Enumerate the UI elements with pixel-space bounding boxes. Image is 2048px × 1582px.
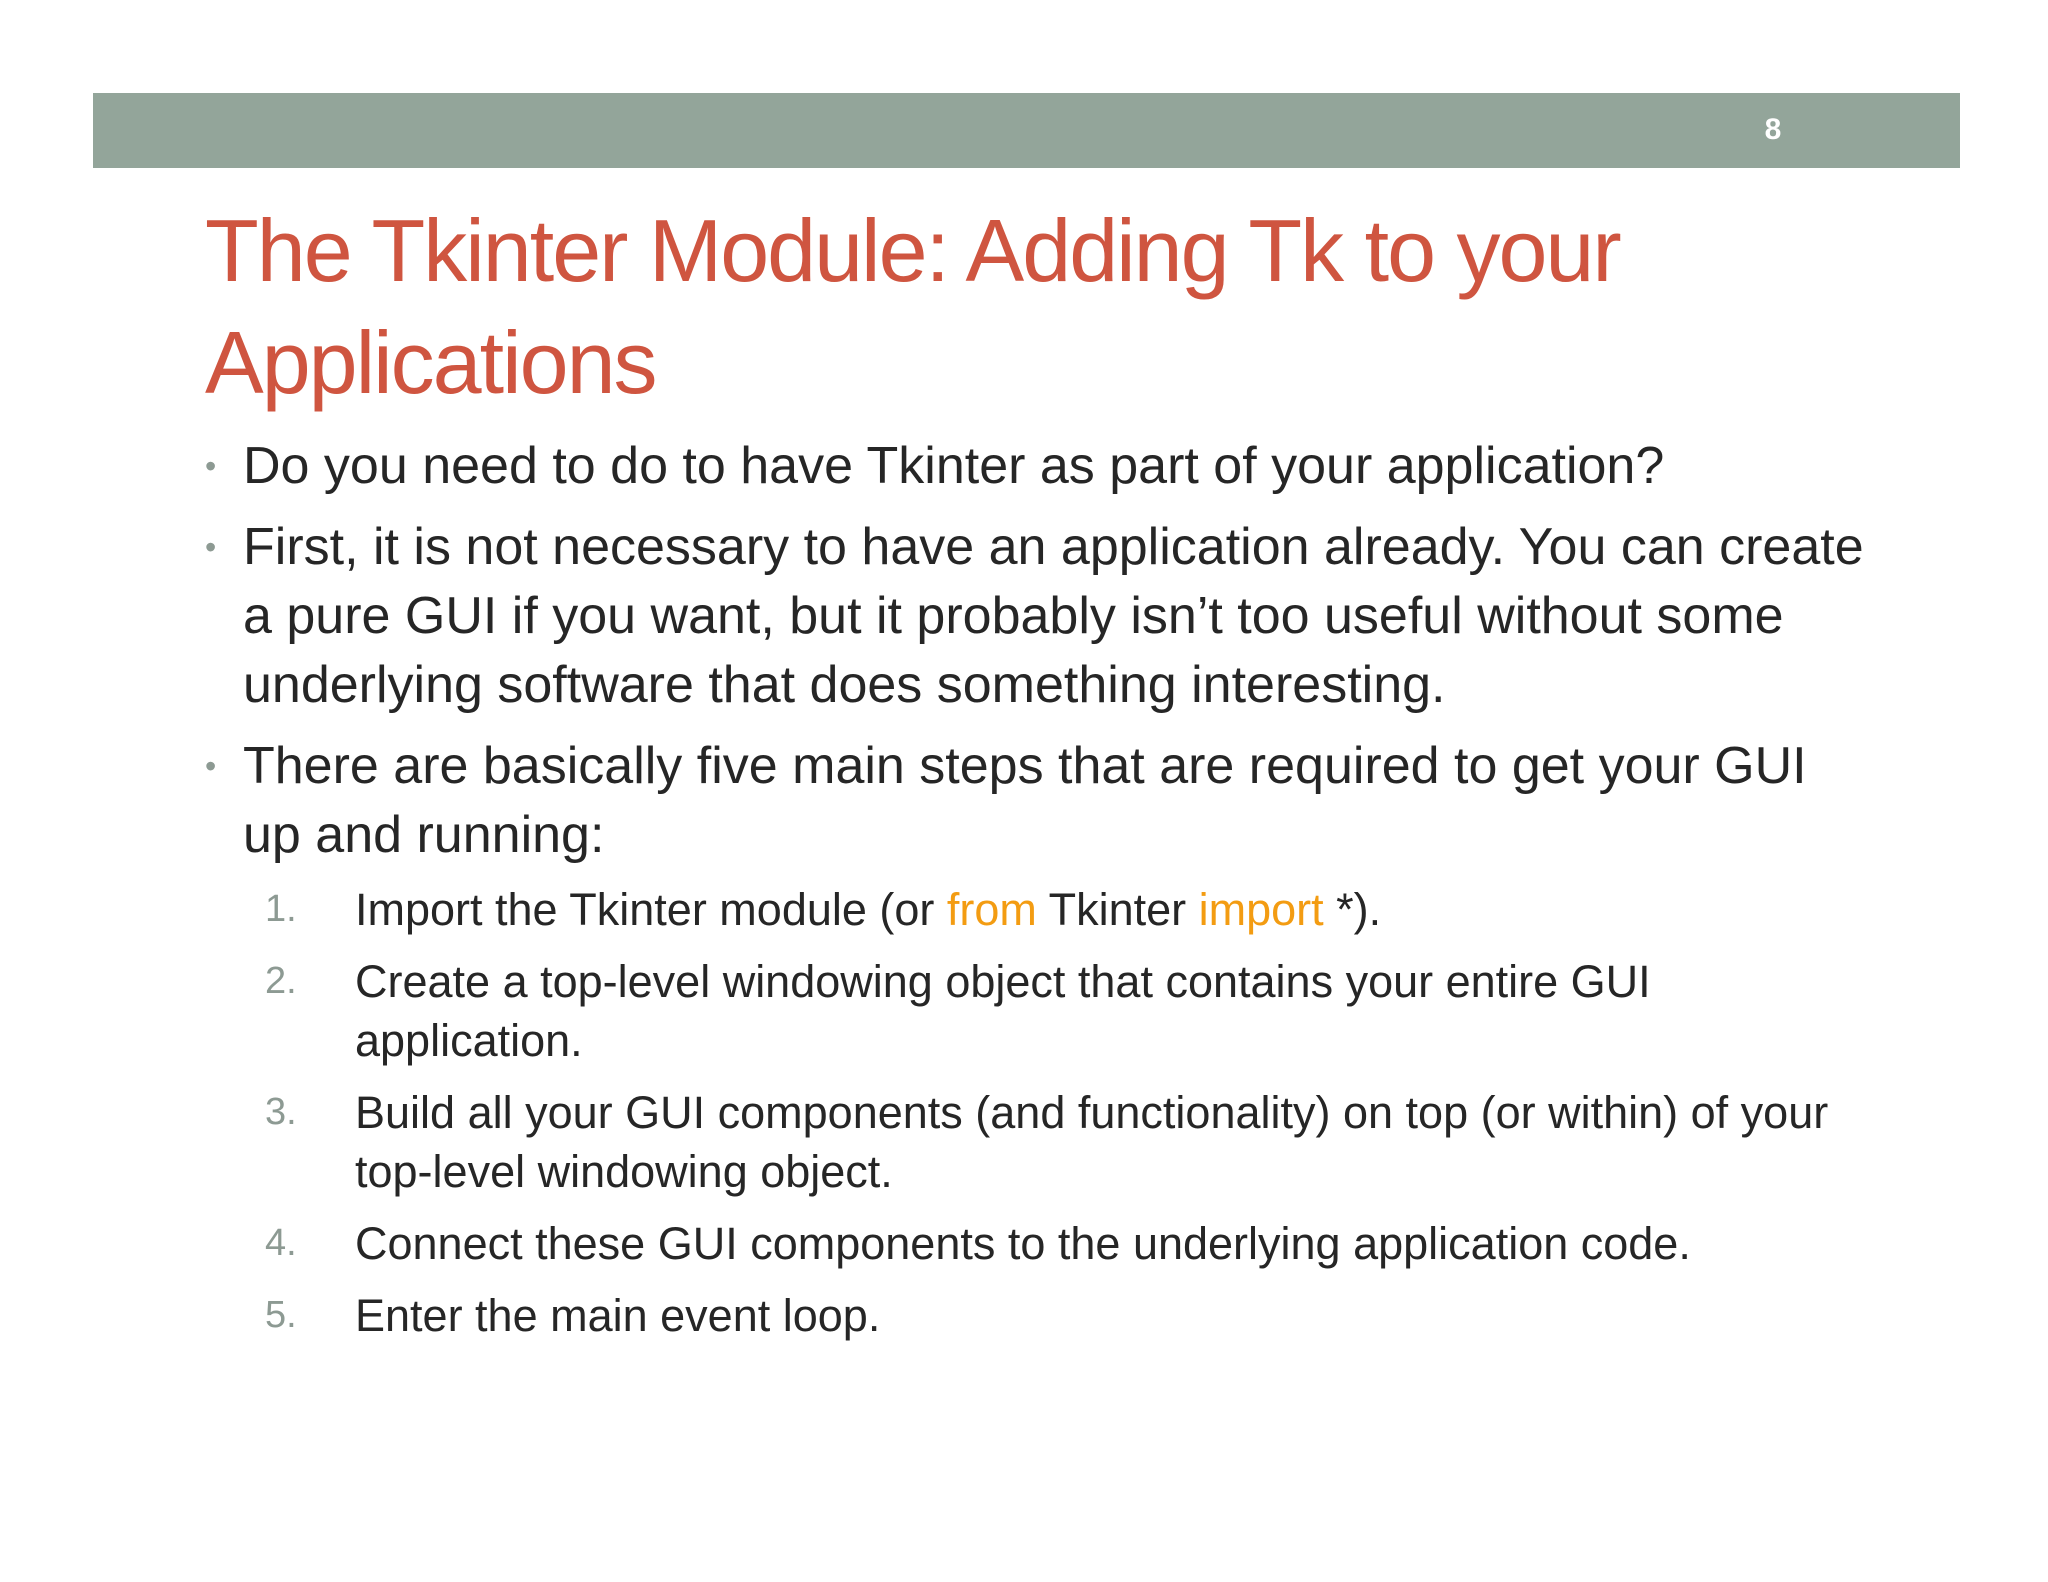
step-item: [243, 880, 1865, 939]
keyword-from: from: [946, 884, 1037, 935]
step-number: 1.: [265, 888, 297, 930]
step-item: [243, 1214, 1865, 1273]
bullet-text: First, it is not necessary to have an application already. You can create a pure GUI if you want, but it probably isn’t too useful without some underlying software that does something interesting.: [243, 518, 1864, 714]
bullet-item: [205, 513, 1865, 720]
bullet-marker-icon: •: [205, 748, 217, 784]
step-number: 2.: [265, 960, 297, 1002]
step-text-part: Tkinter: [1036, 884, 1199, 935]
bullet-text: Do you need to do to have Tkinter as part of your application?: [243, 437, 1665, 495]
step-text-part: Import the Tkinter module (or: [355, 884, 947, 935]
step-text: Enter the main event loop.: [355, 1290, 881, 1341]
step-item: [243, 952, 1865, 1070]
steps-list: [243, 880, 1865, 1345]
step-number: 3.: [265, 1091, 297, 1133]
bullet-list: [205, 432, 1865, 1358]
keyword-import: import: [1198, 884, 1324, 935]
step-text-part: *).: [1323, 884, 1382, 935]
step-item: [243, 1083, 1865, 1201]
step-text: Create a top-level windowing object that contains your entire GUI application.: [355, 956, 1651, 1066]
bullet-marker-icon: •: [205, 448, 217, 484]
header-bar: [93, 93, 1960, 168]
slide-title: The Tkinter Module: Adding Tk to your Applications: [205, 201, 1620, 412]
step-number: 4.: [265, 1222, 297, 1264]
step-text: Connect these GUI components to the underlying application code.: [355, 1218, 1691, 1269]
step-number: 5.: [265, 1294, 297, 1336]
step-text: Build all your GUI components (and functionality) on top (or within) of your top-level windowing object.: [355, 1087, 1829, 1197]
step-item: [243, 1286, 1865, 1345]
bullet-item: [205, 732, 1865, 1345]
bullet-text: There are basically five main steps that are required to get your GUI up and running:: [243, 737, 1807, 864]
bullet-item: [205, 432, 1865, 501]
bullet-marker-icon: •: [205, 529, 217, 565]
slide-number: 8: [1764, 113, 1782, 146]
